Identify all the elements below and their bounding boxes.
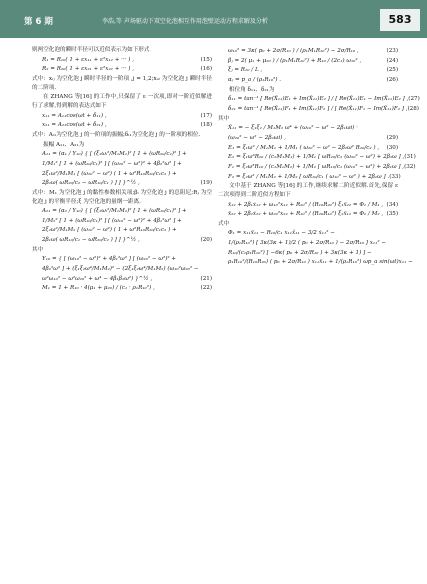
equation-number: (18): [200, 122, 212, 129]
paragraph: 式中: [218, 220, 230, 227]
equation-phi-line: [218, 249, 398, 258]
equation-20-line: [32, 217, 212, 226]
equation-text: E₁ = ξ₁ω² / M₁M₁ + 1/M₁ ( ω₂₀² − ω² − 2β₂ω² R₂₀/c₂ ) ,: [228, 144, 380, 151]
equation-text: R₁₀/(c₁ρ₁R₁₀²) [ −6κ( p₀ + 2σ/R₁₀ ) + 3κ(3κ + 1) ] −: [228, 249, 372, 256]
equation-number: (33): [389, 173, 401, 180]
equation-33: [218, 173, 401, 182]
equation-16: [32, 65, 212, 74]
equation-26: [218, 76, 398, 85]
equation-number: (23): [386, 48, 398, 54]
equation-30: [218, 144, 398, 153]
paragraph: 式中：M₁ 为空化泡 j 的黏性参数相关项;βᵢ 为空化泡 j 的总阻尼;Rⱼ 为空化泡 j 的平衡半径;ξ 为空化泡的量纲一距离.: [32, 189, 212, 205]
equation-text: M₁ = 1 + R₁₀ · 4(μ₁ + μ₂₀) / (c₁ · ρ₁R₁₀²) ,: [42, 285, 155, 292]
equation-number: (17): [200, 112, 212, 119]
equation-text: (ω₂₀² − ω² − 2β₂ωi) ,: [228, 134, 286, 141]
equation-text: ẍ₁₂ + 2β₁ẋ₁₂ + ω₁₀²x₁₂ + R₂₀³ / (R₁₀R₂₀²) ξ₁ẍ₂₂ = Φ₁ / M₁ ,: [228, 201, 384, 208]
paragraph: 在 ZHANG 等[16] 的工作中,只保留了 ε 一次项,即对一阶近似解进行了求解,得到解的表达式如下: [32, 94, 212, 109]
equation-24: [218, 57, 398, 66]
equation-number: (26): [386, 76, 398, 83]
equation-text: ω²ω₁₀² − ω²ω₂₀² + ω⁴ − 4β₁β₂ω²) }^½ ,: [42, 275, 153, 282]
equation-35: [218, 210, 398, 219]
paragraph: 其中: [32, 246, 44, 253]
paragraph: 则两空化泡的瞬时半径可以近似表示为如下形式: [32, 47, 150, 53]
equation-text: ẍ₂₂ + 2β₂ẋ₂₂ + ω₂₀²x₂₂ + R₁₀³ / (R₂₀R₁₀²) ξ₂ẍ₁₂ = Φ₂ / M₂ ,: [228, 211, 384, 218]
equation-number: (32): [404, 163, 416, 170]
equation-19-line: [32, 150, 212, 159]
equation-number: (29): [386, 134, 398, 141]
equation-text: 2β₁ω( ωR₁₀/c₁ − ωR₂₀/c₂ ) ] ] }^½ ,: [42, 237, 140, 244]
equation-19: [32, 179, 212, 188]
equation-18: [32, 121, 212, 130]
right-column: [218, 46, 420, 268]
equation-21-line: [32, 255, 212, 264]
equation-number: (15): [200, 56, 212, 63]
equation-number: (19): [200, 180, 212, 187]
equation-text: 4β₂²ω² ] + (ξ₁ξ₂ω⁴/M₁M₂)² − (2ξ₁ξ₂ω⁴/M₁M₂) (ω₁₀²ω₂₀² −: [42, 266, 199, 273]
equation-29-line: [218, 124, 398, 133]
equation-phi-line: [218, 229, 398, 238]
paragraph: 式中：Aᵢ₁为空化泡 j 的一阶项的振幅;δᵢ₁为空化泡 j 的一阶项的相位.: [32, 131, 201, 138]
equation-17: [32, 112, 212, 121]
equation-text: A₂₁ = (α₂ / Y₁₀) { [ (ξ₂ωᵢ²/M₁M₂)² [ 1 + (ωR₁₀/c₁)² ] +: [42, 208, 187, 215]
equation-number: (24): [386, 57, 398, 64]
equation-text: 1/M₂² [ 1 + (ωR₁₀/c₁)² ] [ (ω₁₀² − ω²)² + 4β₁²ω² ] +: [42, 217, 182, 224]
equation-text: 2ξ₂ω²/M₁M₂ [ (ω₁₀² − ω²) ( 1 + ω²R₁₀R₂₀/c₁c₂ ) +: [42, 227, 177, 234]
issue-label: 第 6 期: [24, 17, 53, 27]
paragraph: 文中基于 ZHANG 等[16] 的工作,继续求解二阶近似解.首先,保留 ε 二次项得到二阶近似方程如下: [218, 183, 398, 198]
equation-text: X̃₁₁ = − ξ₁ξ₂ / M₁M₂ ω⁴ + (ω₁₀² − ω² − 2β₁ωi) ·: [228, 125, 358, 132]
page-number: 583: [380, 9, 420, 31]
equation-32: [218, 163, 416, 172]
equation-34: [218, 201, 398, 210]
equation-text: Φ₁ = x₁₁ẍ₁₁ − R₁₀/c₁ x₁₁x̃₁₁ − 3/2 ẋ₁₁² −: [228, 230, 335, 237]
equation-number: (25): [386, 67, 398, 74]
equation-number: (20): [200, 237, 212, 244]
equation-text: 2β₂ω( ωR₂₀/c₂ − ωR₁₀/c₁ ) ] ] }^½ ,: [42, 180, 140, 187]
equation-text: R₂ = R₂₀( 1 + εx₂₁ + ε²x₂₂ + ··· ) ,: [42, 66, 135, 73]
equation-number: (22): [200, 285, 212, 292]
equation-text: δ₂₁ = tan⁻¹ [ Re(X̃₁₁)F₁ + Im(X̃₁₁)F₂ ] / [ Re(X̃₁₁)F₁ − Im(X̃₁₁)F₂ ] ,: [228, 105, 408, 112]
equation-text: ω₁₀² = 3κ( p₀ + 2σ/R₁₀ ) / (ρ₁M₁R₁₀²) − 2σ/R₁₀ ,: [228, 48, 359, 54]
equation-phi-line: [218, 258, 413, 267]
equation-text: 1/M₁² [ 1 + (ωR₂₀/c₁)² ] [ (ω₂₀² − ω²)² + 4β₂²ω² ] +: [42, 160, 182, 167]
equation-text: x₁₁ = A₁₁cos(ωt + δ₁₁) ,: [42, 112, 107, 119]
equation-15: [32, 56, 212, 65]
paragraph: 振幅 A₁₁、A₂₁为: [43, 141, 85, 148]
page-header: [0, 0, 427, 38]
equation-23: [218, 47, 398, 56]
equation-number: (21): [200, 275, 212, 282]
equation-number: (16): [200, 66, 212, 73]
equation-text: αⱼ = p_a / (ρ₁R₁₀²) .: [228, 76, 282, 83]
equation-19-line: [32, 170, 212, 179]
running-title: 李浩,等 声场驱动下双空化泡相互作用泡壁运动方程求解及分析: [102, 18, 268, 25]
equation-31: [218, 153, 416, 162]
paragraph: 其中: [218, 115, 230, 122]
equation-text: 1/(ρ₁R₁₀²) [ 3κ(3κ + 1)/2 ( p₀ + 2σ/R₁₀ ) − 2σ/R₁₀ ] x₁₁² −: [228, 240, 387, 247]
equation-text: βⱼ = 2( μ₁ + μ₂₀ ) / (ρ₁M₁R₁₀²) + R₁₀ / (2c₁) ω₁₀² ,: [228, 57, 362, 64]
equation-text: x₂₁ = A₂₁cos(ωt + δ₂₁) ,: [42, 122, 107, 129]
paragraph: 相位角 δ₁₁、δ₂₁为: [229, 86, 275, 93]
equation-21: [32, 275, 212, 284]
equation-number: (30): [386, 144, 398, 151]
equation-text: R₁ = R₁₀( 1 + εx₁₁ + ε²x₁₂ + ··· ) ,: [42, 56, 135, 63]
left-column: [32, 46, 212, 294]
equation-19-line: [32, 160, 212, 169]
equation-number: (31): [404, 154, 416, 161]
equation-number: (28): [407, 105, 419, 112]
equation-text: E₂ = ξ₁ω³R₂₀ / (c₂M₁M₁) + 1/M₁ [ ωR₂₀/c₂ (ω₂₀² − ω²) + 2β₂ω ] ,: [228, 154, 405, 161]
equation-text: F₂ = ξ₂ω² / M₁M₂ + 1/M₂ [ ωR₁₀/c₁ ( ω₁₀² − ω² ) + 2β₁ω ] .: [228, 173, 390, 180]
equation-text: ξⱼ = R₁₀ / L ,: [228, 67, 263, 74]
equation-27: [218, 95, 420, 104]
equation-text: 2ξ₁ω²/M₁M₁ [ (ω₂₀² − ω²) ( 1 + ω²R₁₀R₂₀/c₁c₂ ) +: [42, 170, 177, 177]
equation-text: Y₁₀ = { [ (ω₁₀² − ω²)² + 4β₁²ω² ] [ (ω₂₀² − ω²)² +: [42, 256, 177, 263]
equation-number: (34): [386, 201, 398, 208]
equation-29: [218, 134, 398, 143]
equation-25: [218, 66, 398, 75]
equation-21-line: [32, 265, 212, 274]
equation-20-line: [32, 226, 212, 235]
equation-22: [32, 284, 212, 293]
equation-28: [218, 105, 419, 114]
equation-text: ρ₁R₁₀²/(R₁₀R₂₀) ( p₀ + 2σ/R₁₀ ) x₁₁ẍ₁₁ + 1/(ρ₁R₁₀²) ωp_a sin(ωt)x₁₁ −: [228, 259, 413, 266]
equation-text: A₁₁ = (α₁ / Y₁₀) { [ (ξ₁ωᵢ²/M₁M₁)² [ 1 + (ωR₂₀/c₂)² ] +: [42, 151, 187, 158]
equation-20: [32, 236, 212, 245]
equation-20-line: [32, 207, 212, 216]
equation-number: (27): [408, 96, 420, 103]
equation-number: (35): [386, 211, 398, 218]
equation-text: F₁ = ξ₂ω³R₁₀ / (c₁M₁M₂) + 1/M₂ [ ωR₁₀/c₁ (ω₁₀² − ω²) + 2β₁ω ] ,: [228, 163, 405, 170]
equation-phi-line: [218, 239, 398, 248]
paragraph: 式中：xᵢⱼ 为空化泡 j 瞬时半径的一阶项 ,j = 1,2;xᵢ₂ 为空化泡 j 瞬时半径的二阶项.: [32, 75, 212, 91]
equation-text: δ₁₁ = tan⁻¹ [ Re(X̃₁₁)E₁ + Im(X̃₁₁)E₂ ] / [ Re(X̃₁₁)E₁ − Im(X̃₁₁)E₂ ] ,: [228, 96, 409, 103]
